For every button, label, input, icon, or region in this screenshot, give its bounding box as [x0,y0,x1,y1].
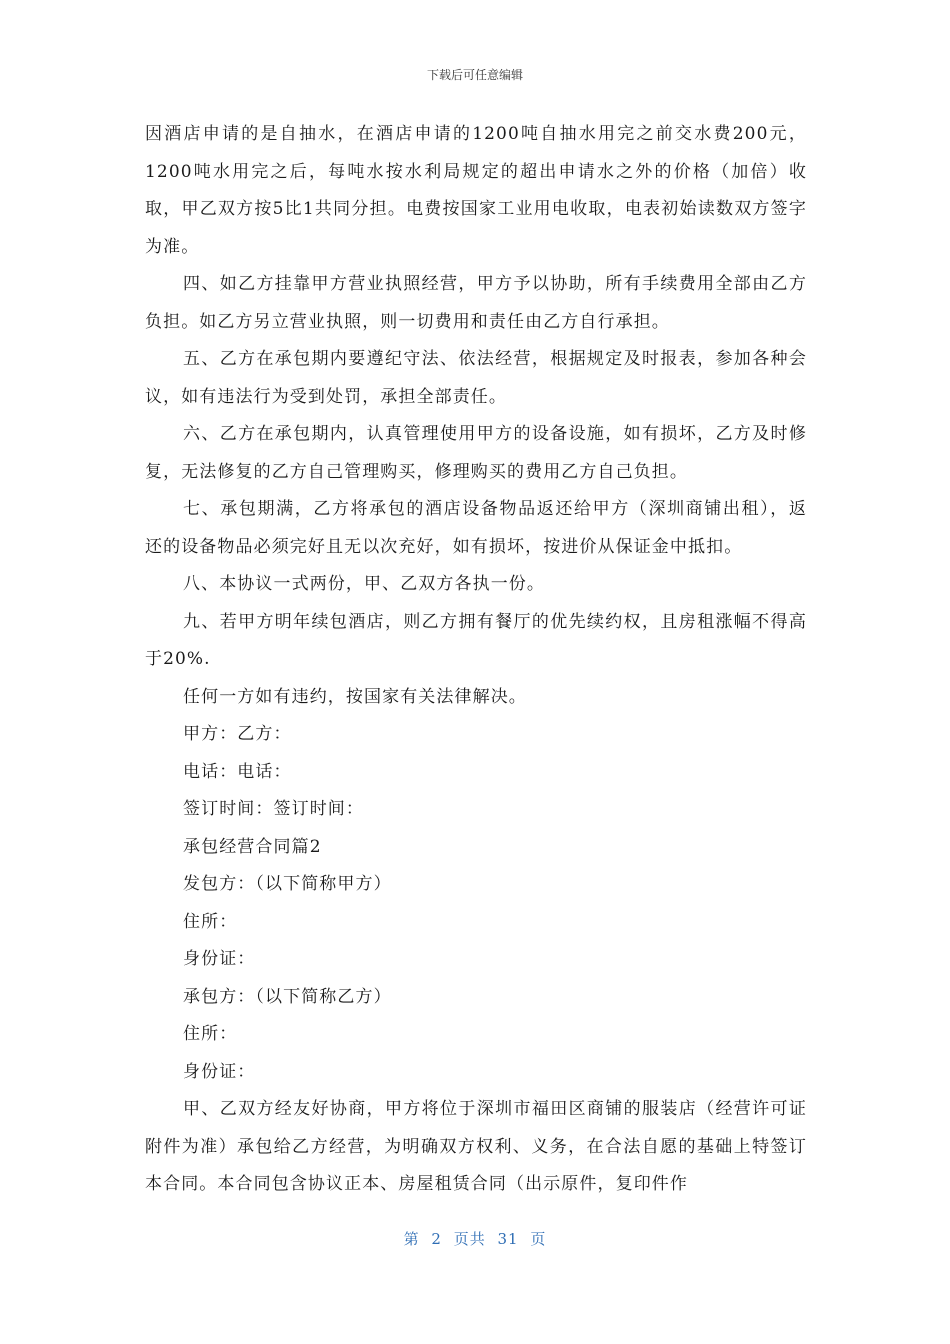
signature-phone-line: 电话：电话： [183,761,292,782]
page-footer [0,1228,950,1249]
page-header-note: 下载后可任意编辑 [426,68,523,82]
paragraph-water-fee: 因酒店申请的是自抽水，在酒店申请的1200吨自抽水用完之前交水费200元，1200吨水用完之后，每吨水按水利局规定的超出申请水之外的价格（加倍）收取，甲乙双方按5比1共同分担。电费按国家工业用电收取，电表初始读数双方签字为准。 [145,124,807,257]
party-b-address: 住所： [183,1024,238,1044]
party-b-id: 身份证： [183,1061,256,1082]
paragraph-clause-4: 四、如乙方挂靠甲方营业执照经营，甲方予以协助，所有手续费用全部由乙方负担。如乙方另立营业执照，则一切费用和责任由乙方自行承担。 [145,274,807,332]
paragraph-clause-5: 五、乙方在承包期内要遵纪守法、依法经营，根据规定及时报表，参加各种会议，如有违法行为受到处罚，承担全部责任。 [145,349,807,407]
party-a-label: 发包方：（以下简称甲方） [183,874,392,894]
paragraph-clause-9: 九、若甲方明年续包酒店，则乙方拥有餐厅的优先续约权，且房租涨幅不得高于20%. [145,611,807,669]
signature-parties-line: 甲方：乙方： [183,724,292,744]
party-a-address: 住所： [183,911,238,932]
page-label-suffix: 页 [530,1230,547,1248]
document-body [145,116,807,1204]
total-pages-number: 31 [497,1230,519,1248]
party-b-label: 承包方：（以下简称乙方） [183,986,392,1007]
paragraph-clause-7: 七、承包期满，乙方将承包的酒店设备物品返还给甲方（深圳商铺出租），返还的设备物品必须完好且无以次充好，如有损坏，按进价从保证金中抵扣。 [145,499,807,557]
paragraph-agreement-intro: 甲、乙双方经友好协商，甲方将位于深圳市福田区商铺的服装店（经营许可证附件为准）承包给乙方经营，为明确双方权利、义务，在合法自愿的基础上特签订本合同。本合同包含协议正本、房屋租赁合同（出示原件，复印件作 [145,1099,807,1194]
paragraph-clause-8: 八、本协议一式两份，甲、乙双方各执一份。 [183,574,545,594]
current-page-number: 2 [431,1230,442,1248]
paragraph-clause-6: 六、乙方在承包期内，认真管理使用甲方的设备设施，如有损坏，乙方及时修复，无法修复的乙方自己管理购买，修理购买的费用乙方自己负担。 [145,424,807,482]
signature-date-line: 签订时间：签订时间： [183,799,364,819]
party-a-id: 身份证： [183,949,256,969]
page-label-prefix: 第 [403,1230,420,1248]
section-title: 承包经营合同篇2 [183,836,322,857]
page-label-mid: 页共 [453,1230,486,1248]
paragraph-breach: 任何一方如有违约，按国家有关法律解决。 [183,686,527,707]
